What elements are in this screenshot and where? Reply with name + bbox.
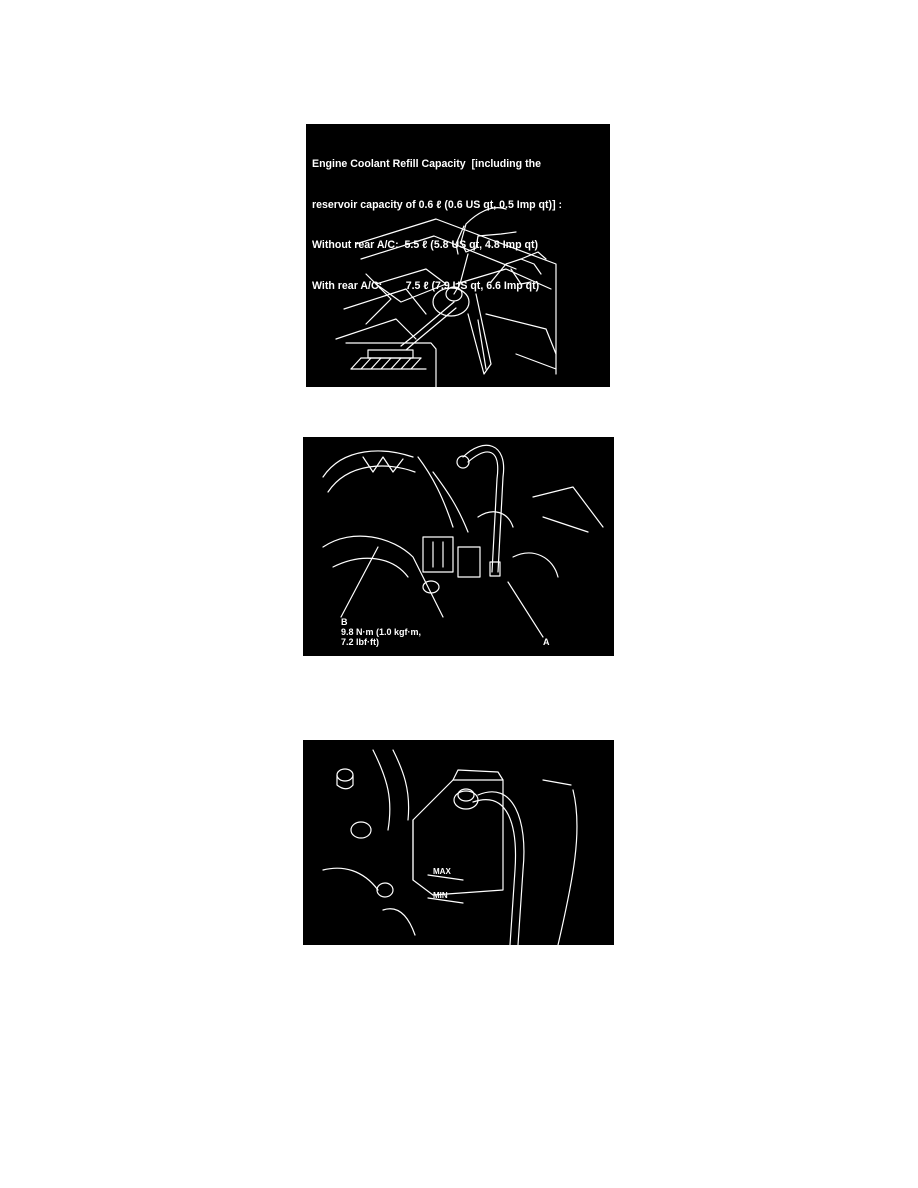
coolant-reservoir-figure [303, 740, 614, 945]
caption-line: Without rear A/C: 5.5 ℓ (5.8 US qt, 4.8 Imp qt) [312, 239, 539, 251]
torque-spec-line1: 9.8 N·m (1.0 kgf·m, [341, 627, 422, 637]
bleed-bolt-figure [303, 437, 614, 656]
bleed-bolt-illustration [303, 437, 614, 656]
label-a: A [543, 637, 550, 647]
refill-illustration [306, 124, 610, 387]
torque-spec-line2: 7.2 lbf·ft) [341, 637, 379, 647]
min-level-mark: MIN [433, 891, 448, 900]
max-level-mark: MAX [433, 867, 451, 876]
caption-line: reservoir capacity of 0.6 ℓ (0.6 US qt, 0.5 Imp qt)] : [312, 198, 563, 211]
caption-line: Engine Coolant Refill Capacity [including the [312, 158, 541, 170]
reservoir-illustration [303, 740, 614, 945]
caption-line: With rear A/C: 7.5 ℓ (7.9 US qt, 6.6 Imp qt) [312, 279, 540, 292]
coolant-refill-figure [306, 124, 610, 387]
label-b: B [341, 617, 348, 627]
